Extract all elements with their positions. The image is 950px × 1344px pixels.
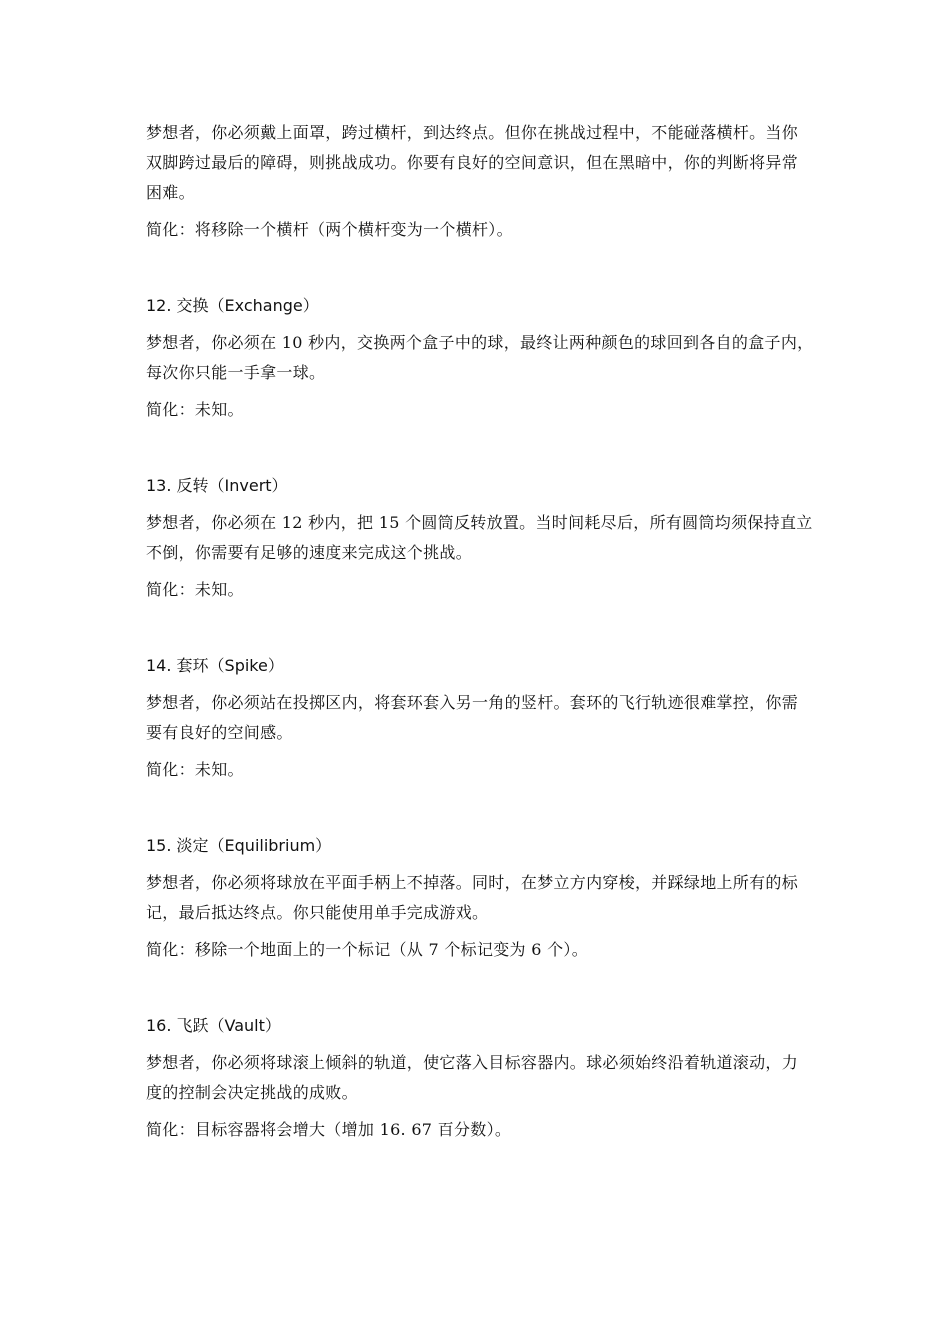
section-text-16: 梦想者，你必须将球滚上倾斜的轨道，使它落入目标容器内。球必须始终沿着轨道滚动，力度的控制会决定挑战的成败。 <box>146 1053 799 1102</box>
section-text-14: 梦想者，你必须站在投掷区内，将套环套入另一角的竖杆。套环的飞行轨迹很难掌控，你需要有良好的空间感。 <box>146 693 799 742</box>
section-heading-16: 16. 飞跃（Vault） <box>146 1016 281 1035</box>
section-simplify-16: 简化：目标容器将会增大（增加 16. 67 百分数）。 <box>146 1120 512 1139</box>
intro-paragraph: 梦想者，你必须戴上面罩，跨过横杆，到达终点。但你在挑战过程中，不能碰落横杆。当你双脚跨过最后的障碍，则挑战成功。你要有良好的空间意识，但在黑暗中，你的判断将异常困难。 <box>146 123 799 202</box>
section-text-13: 梦想者，你必须在 12 秒内，把 15 个圆筒反转放置。当时间耗尽后，所有圆筒均须保持直立不倒，你需要有足够的速度来完成这个挑战。 <box>146 513 813 562</box>
section-simplify-13: 简化：未知。 <box>146 580 244 599</box>
section-simplify-15: 简化：移除一个地面上的一个标记（从 7 个标记变为 6 个）。 <box>146 940 589 959</box>
section-heading-12: 12. 交换（Exchange） <box>146 296 319 315</box>
intro-simplify: 简化：将移除一个横杆（两个横杆变为一个横杆）。 <box>146 220 513 239</box>
section-simplify-14: 简化：未知。 <box>146 760 244 779</box>
section-simplify-12: 简化：未知。 <box>146 400 244 419</box>
section-heading-14: 14. 套环（Spike） <box>146 656 284 675</box>
section-text-15: 梦想者，你必须将球放在平面手柄上不掉落。同时，在梦立方内穿梭，并踩绿地上所有的标记，最后抵达终点。你只能使用单手完成游戏。 <box>146 873 799 922</box>
section-text-12: 梦想者，你必须在 10 秒内，交换两个盒子中的球，最终让两种颜色的球回到各自的盒子内，每次你只能一手拿一球。 <box>146 333 814 382</box>
section-heading-15: 15. 淡定（Equilibrium） <box>146 836 332 855</box>
document-page <box>146 118 814 1145</box>
section-heading-13: 13. 反转（Invert） <box>146 476 288 495</box>
